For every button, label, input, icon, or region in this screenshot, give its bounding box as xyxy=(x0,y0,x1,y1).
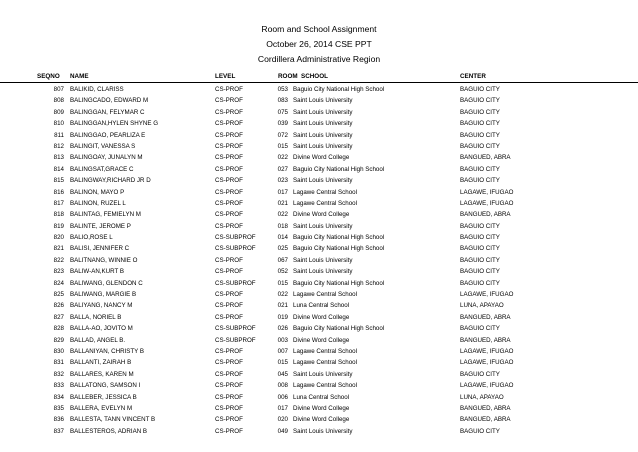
table-row xyxy=(0,141,638,152)
cell-seqno: 823 xyxy=(53,268,64,276)
cell-name: BALINGSAT,GRACE C xyxy=(70,165,134,173)
cell-room: 052 xyxy=(277,268,288,276)
column-header-center: CENTER xyxy=(460,73,486,80)
document-title: Room and School Assignment xyxy=(261,24,377,34)
cell-room: 006 xyxy=(277,393,288,401)
cell-name: BALIKID, CLARISS xyxy=(70,86,124,93)
cell-level: CS-PROF xyxy=(215,188,243,196)
cell-level: CS-PROF xyxy=(215,347,243,355)
cell-level: CS-PROF xyxy=(215,120,243,128)
cell-room: 019 xyxy=(277,313,288,321)
cell-school: Lagawe Central School xyxy=(293,199,357,207)
cell-level: CS-PROF xyxy=(215,211,243,219)
cell-school: Lagawe Central School xyxy=(293,347,357,355)
cell-center: BAGUIO CITY xyxy=(460,234,500,242)
cell-school: Saint Louis University xyxy=(293,268,353,276)
cell-center: BAGUIO CITY xyxy=(460,165,500,173)
table-row xyxy=(0,426,638,437)
cell-room: 083 xyxy=(277,97,288,105)
cell-center: LAGAWE, IFUGAO xyxy=(460,291,514,299)
cell-level: CS-PROF xyxy=(215,268,243,276)
cell-room: 049 xyxy=(277,427,288,435)
cell-room: 008 xyxy=(277,382,288,390)
cell-school: Lagawe Central School xyxy=(293,291,357,299)
cell-room: 014 xyxy=(277,234,288,242)
cell-seqno: 813 xyxy=(53,154,64,162)
cell-level: CS-PROF xyxy=(215,86,243,93)
cell-center: BANGUED, ABRA xyxy=(460,336,511,344)
cell-name: BALLANIYAN, CHRISTY B xyxy=(70,347,145,355)
cell-school: Baguio City National High School xyxy=(293,279,385,287)
column-header-room: ROOM xyxy=(278,73,298,80)
cell-seqno: 828 xyxy=(53,325,64,333)
cell-center: BAGUIO CITY xyxy=(460,120,500,128)
cell-room: 021 xyxy=(277,302,288,310)
cell-room: 072 xyxy=(277,131,288,139)
cell-seqno: 821 xyxy=(53,245,64,253)
column-header-school: SCHOOL xyxy=(301,73,328,80)
cell-center: BAGUIO CITY xyxy=(460,325,500,333)
cell-name: BALLESTA, TANN VINCENT B xyxy=(70,416,156,424)
cell-school: Divine Word College xyxy=(293,336,350,344)
cell-seqno: 809 xyxy=(53,108,64,116)
cell-school: Luna Central School xyxy=(293,302,350,310)
cell-level: CS-PROF xyxy=(215,359,243,367)
region-label: Cordillera Administrative Region xyxy=(257,54,381,64)
cell-level: CS-PROF xyxy=(215,313,243,321)
cell-center: LAGAWE, IFUGAO xyxy=(460,347,514,355)
cell-center: BAGUIO CITY xyxy=(460,86,500,93)
cell-center: LAGAWE, IFUGAO xyxy=(460,199,514,207)
cell-level: CS-SUBPROF xyxy=(215,279,256,287)
cell-name: BALLEBER, JESSICA B xyxy=(70,393,137,401)
cell-room: 039 xyxy=(277,120,288,128)
cell-school: Saint Louis University xyxy=(293,256,353,264)
cell-center: BAGUIO CITY xyxy=(460,108,500,116)
cell-center: BANGUED, ABRA xyxy=(460,416,511,424)
cell-seqno: 824 xyxy=(53,279,64,287)
cell-level: CS-PROF xyxy=(215,165,243,173)
cell-name: BALINGOAY, JUNALYN M xyxy=(70,154,143,162)
cell-center: BANGUED, ABRA xyxy=(460,313,511,321)
cell-seqno: 810 xyxy=(53,120,64,128)
table-row xyxy=(0,175,638,186)
table-row xyxy=(0,300,638,311)
cell-level: CS-PROF xyxy=(215,199,243,207)
cell-name: BALITNANG, WINNIE O xyxy=(70,256,138,264)
cell-name: BALLERA, EVELYN M xyxy=(70,404,133,412)
cell-school: Lagawe Central School xyxy=(293,188,357,196)
cell-center: BAGUIO CITY xyxy=(460,177,500,185)
cell-school: Saint Louis University xyxy=(293,370,353,378)
cell-school: Baguio City National High School xyxy=(293,165,385,173)
cell-level: CS-PROF xyxy=(215,108,243,116)
cell-level: CS-PROF xyxy=(215,393,243,401)
column-header-name: NAME xyxy=(70,73,89,80)
cell-name: BALISI, JENNIFER C xyxy=(70,245,130,253)
cell-level: CS-PROF xyxy=(215,291,243,299)
cell-name: BALINGIT, VANESSA S xyxy=(70,142,136,150)
cell-room: 020 xyxy=(277,416,288,424)
cell-school: Luna Central School xyxy=(293,393,350,401)
table-row xyxy=(0,243,638,254)
cell-seqno: 812 xyxy=(53,142,64,150)
table-row xyxy=(0,107,638,118)
cell-seqno: 834 xyxy=(53,393,64,401)
cell-school: Divine Word College xyxy=(293,416,350,424)
document-subtitle: October 26, 2014 CSE PPT xyxy=(266,39,372,49)
cell-room: 022 xyxy=(277,211,288,219)
cell-name: BALIYANG, NANCY M xyxy=(70,302,133,310)
cell-room: 023 xyxy=(277,177,288,185)
cell-level: CS-PROF xyxy=(215,416,243,424)
table-row xyxy=(0,198,638,209)
cell-school: Divine Word College xyxy=(293,313,350,321)
cell-seqno: 808 xyxy=(53,97,64,105)
cell-seqno: 814 xyxy=(53,165,64,173)
cell-school: Saint Louis University xyxy=(293,222,353,230)
cell-seqno: 837 xyxy=(53,427,64,435)
cell-room: 017 xyxy=(277,188,288,196)
table-row xyxy=(0,266,638,277)
cell-room: 022 xyxy=(277,291,288,299)
cell-center: LAGAWE, IFUGAO xyxy=(460,382,514,390)
cell-room: 027 xyxy=(277,165,288,173)
cell-name: BALLA, NORIEL B xyxy=(70,313,122,321)
cell-center: BAGUIO CITY xyxy=(460,427,500,435)
table-row xyxy=(0,346,638,357)
cell-level: CS-SUBPROF xyxy=(215,336,256,344)
cell-name: BALINTAG, FEMIELYN M xyxy=(70,211,141,219)
cell-room: 067 xyxy=(277,256,288,264)
cell-name: BALLATONG, SAMSON I xyxy=(70,382,141,390)
table-row xyxy=(0,357,638,368)
column-header-level: LEVEL xyxy=(215,73,236,80)
cell-room: 026 xyxy=(277,325,288,333)
cell-room: 021 xyxy=(277,199,288,207)
table-row xyxy=(0,414,638,425)
assignment-table-body xyxy=(0,84,638,437)
cell-school: Saint Louis University xyxy=(293,97,353,105)
table-row xyxy=(0,380,638,391)
cell-name: BALINGCADO, EDWARD M xyxy=(70,97,149,105)
cell-school: Baguio City National High School xyxy=(293,325,385,333)
cell-school: Baguio City National High School xyxy=(293,86,385,93)
table-row xyxy=(0,164,638,175)
cell-center: LUNA, APAYAO xyxy=(460,302,504,310)
cell-room: 003 xyxy=(277,336,288,344)
table-row xyxy=(0,84,638,95)
cell-room: 053 xyxy=(277,86,288,93)
cell-center: BAGUIO CITY xyxy=(460,256,500,264)
cell-room: 017 xyxy=(277,404,288,412)
cell-center: BAGUIO CITY xyxy=(460,245,500,253)
cell-room: 018 xyxy=(277,222,288,230)
cell-room: 015 xyxy=(277,279,288,287)
table-row xyxy=(0,323,638,334)
cell-school: Lagawe Central School xyxy=(293,359,357,367)
cell-center: LAGAWE, IFUGAO xyxy=(460,359,514,367)
cell-room: 015 xyxy=(277,359,288,367)
cell-seqno: 829 xyxy=(53,336,64,344)
cell-center: BAGUIO CITY xyxy=(460,268,500,276)
table-row xyxy=(0,95,638,106)
table-row xyxy=(0,255,638,266)
cell-school: Saint Louis University xyxy=(293,120,353,128)
cell-name: BALLA-AO, JOVITO M xyxy=(70,325,133,333)
cell-center: BANGUED, ABRA xyxy=(460,211,511,219)
cell-seqno: 818 xyxy=(53,211,64,219)
cell-seqno: 831 xyxy=(53,359,64,367)
cell-center: BAGUIO CITY xyxy=(460,222,500,230)
cell-level: CS-PROF xyxy=(215,142,243,150)
cell-school: Baguio City National High School xyxy=(293,245,385,253)
cell-name: BALLAD, ANGEL B. xyxy=(70,336,126,344)
table-row xyxy=(0,278,638,289)
cell-center: BAGUIO CITY xyxy=(460,370,500,378)
cell-room: 075 xyxy=(277,108,288,116)
cell-center: LAGAWE, IFUGAO xyxy=(460,188,514,196)
table-row xyxy=(0,232,638,243)
cell-seqno: 820 xyxy=(53,234,64,242)
cell-name: BALLESTEROS, ADRIAN B xyxy=(70,427,148,435)
table-row xyxy=(0,209,638,220)
cell-name: BALINON, RUZEL L xyxy=(70,199,126,207)
cell-center: BAGUIO CITY xyxy=(460,279,500,287)
table-row xyxy=(0,130,638,141)
cell-school: Baguio City National High School xyxy=(293,234,385,242)
cell-seqno: 817 xyxy=(53,199,64,207)
cell-room: 022 xyxy=(277,154,288,162)
column-header-seqno: SEQNO xyxy=(37,73,60,80)
cell-name: BALIW-AN,KURT B xyxy=(70,268,124,276)
table-row xyxy=(0,289,638,300)
cell-school: Saint Louis University xyxy=(293,427,353,435)
cell-seqno: 815 xyxy=(53,177,64,185)
cell-name: BALIWANG, MARGIE B xyxy=(70,291,137,299)
cell-seqno: 816 xyxy=(53,188,64,196)
cell-level: CS-SUBPROF xyxy=(215,245,256,253)
cell-school: Lagawe Central School xyxy=(293,382,357,390)
cell-name: BALINON, MAYO P xyxy=(70,188,125,196)
cell-name: BALIWANG, GLENDON C xyxy=(70,279,143,287)
cell-level: CS-PROF xyxy=(215,370,243,378)
table-header xyxy=(0,71,638,83)
table-row xyxy=(0,221,638,232)
cell-center: BANGUED, ABRA xyxy=(460,404,511,412)
cell-name: BALINTE, JEROME P xyxy=(70,222,131,230)
cell-seqno: 819 xyxy=(53,222,64,230)
cell-name: BALINGWAY,RICHARD JR D xyxy=(70,177,151,185)
cell-name: BALINGGAN, FELYMAR C xyxy=(70,108,145,116)
cell-level: CS-PROF xyxy=(215,97,243,105)
table-row xyxy=(0,187,638,198)
cell-level: CS-PROF xyxy=(215,154,243,162)
cell-seqno: 835 xyxy=(53,404,64,412)
cell-level: CS-PROF xyxy=(215,427,243,435)
cell-name: BALIO,ROSE L xyxy=(70,234,113,242)
cell-center: BAGUIO CITY xyxy=(460,131,500,139)
cell-level: CS-PROF xyxy=(215,404,243,412)
cell-room: 007 xyxy=(277,347,288,355)
cell-seqno: 836 xyxy=(53,416,64,424)
table-row xyxy=(0,152,638,163)
cell-seqno: 832 xyxy=(53,370,64,378)
cell-level: CS-PROF xyxy=(215,382,243,390)
cell-school: Divine Word College xyxy=(293,404,350,412)
cell-seqno: 827 xyxy=(53,313,64,321)
cell-name: BALLANTI, ZAIRAH B xyxy=(70,359,132,367)
cell-level: CS-SUBPROF xyxy=(215,325,256,333)
cell-seqno: 807 xyxy=(53,86,64,93)
cell-room: 015 xyxy=(277,142,288,150)
cell-seqno: 811 xyxy=(54,131,64,139)
cell-room: 025 xyxy=(277,245,288,253)
cell-level: CS-PROF xyxy=(215,302,243,310)
cell-center: BAGUIO CITY xyxy=(460,142,500,150)
cell-school: Saint Louis University xyxy=(293,108,353,116)
table-row xyxy=(0,403,638,414)
cell-name: BALINGGAO, PEARLIZA E xyxy=(70,131,146,139)
cell-seqno: 830 xyxy=(53,347,64,355)
cell-room: 045 xyxy=(277,370,288,378)
cell-level: CS-PROF xyxy=(215,222,243,230)
cell-center: LUNA, APAYAO xyxy=(460,393,504,401)
cell-level: CS-PROF xyxy=(215,131,243,139)
cell-center: BANGUED, ABRA xyxy=(460,154,511,162)
cell-seqno: 833 xyxy=(53,382,64,390)
table-row xyxy=(0,392,638,403)
cell-name: BALINGGAN,HYLEN SHYNE G xyxy=(70,120,159,128)
table-row xyxy=(0,312,638,323)
cell-school: Saint Louis University xyxy=(293,142,353,150)
cell-seqno: 822 xyxy=(53,256,64,264)
cell-seqno: 826 xyxy=(53,302,64,310)
table-row xyxy=(0,369,638,380)
cell-center: BAGUIO CITY xyxy=(460,97,500,105)
cell-name: BALLARES, KAREN M xyxy=(70,370,134,378)
cell-level: CS-SUBPROF xyxy=(215,234,256,242)
cell-school: Saint Louis University xyxy=(293,131,353,139)
cell-level: CS-PROF xyxy=(215,177,243,185)
table-row xyxy=(0,335,638,346)
cell-seqno: 825 xyxy=(53,291,64,299)
cell-school: Divine Word College xyxy=(293,211,350,219)
table-row xyxy=(0,118,638,129)
cell-school: Saint Louis University xyxy=(293,177,353,185)
cell-level: CS-PROF xyxy=(215,256,243,264)
cell-school: Divine Word College xyxy=(293,154,350,162)
